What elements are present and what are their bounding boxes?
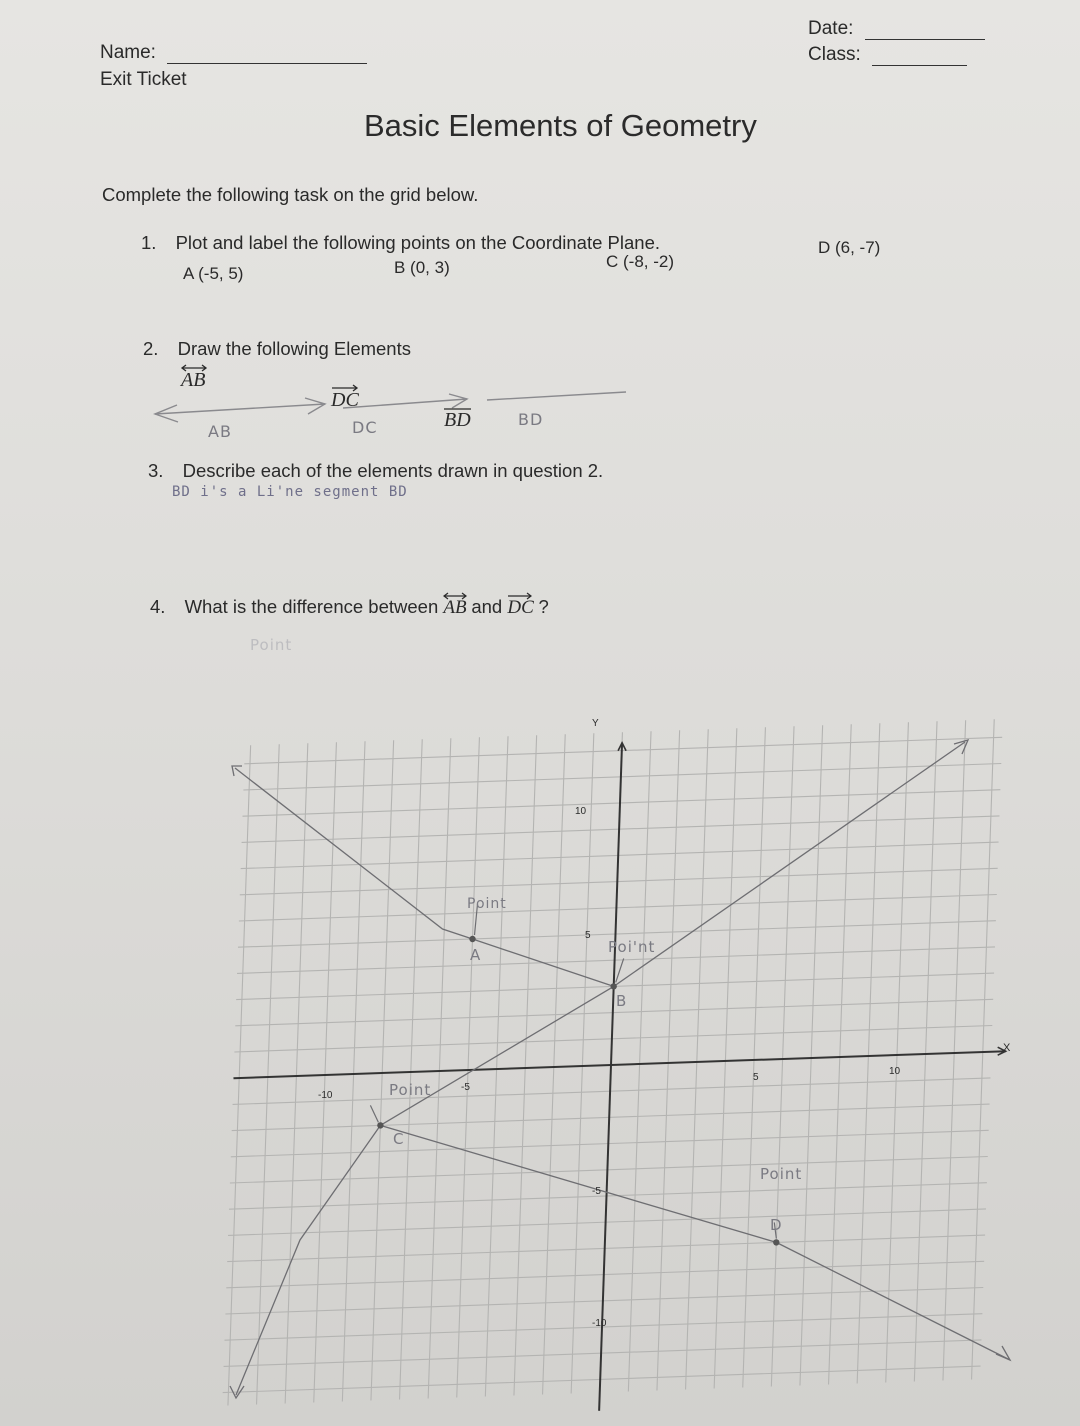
name-label: Name: [100,42,156,63]
question-4-text-before: What is the difference between [184,596,439,617]
y-axis-label: Y [592,718,599,729]
grid-vertical-line [972,719,995,1379]
exit-ticket-label: Exit Ticket [100,69,187,90]
grid-horizontal-line [224,1340,982,1367]
x-tick-5: 5 [753,1072,759,1083]
question-2-text: Draw the following Elements [177,338,411,359]
question-1-number: 1. [141,232,157,253]
line-cb-arrow-icon [954,740,968,754]
question-3-number: 3. [148,460,164,481]
grid-horizontal-line [228,1209,986,1236]
point-c-dot [377,1122,383,1128]
grid-horizontal-line [244,737,1002,764]
grid-vertical-line [342,741,365,1401]
grid-vertical-line [771,726,794,1386]
grid-vertical-line [485,736,508,1396]
question-3-answer: BD i's a Li'ne segment BD [172,484,408,500]
point-b-label: B (0, 3) [394,258,450,277]
grid-vertical-line [714,728,737,1388]
instructions: Complete the following task on the grid below. [102,184,479,205]
grid-horizontal-line [229,1183,987,1210]
grid-letter-d: D [770,1216,783,1234]
point-d-dot [773,1239,779,1245]
grid-vertical-line [543,734,566,1394]
question-3-text: Describe each of the elements drawn in question 2. [182,460,604,481]
grid-horizontal-line [242,816,1000,843]
question-2-number: 2. [143,338,159,359]
y-tick-10: 10 [575,806,587,817]
question-1-text: Plot and label the following points on the Coordinate Plane. [175,232,660,253]
point-b-pointer [616,958,624,982]
question-4-element-1-name: AB [443,597,467,618]
grid-horizontal-line [242,790,1000,817]
grid-horizontal-line [234,1026,992,1053]
grid-vertical-line [285,743,308,1403]
point-a-label: A (-5, 5) [183,264,244,283]
ray-cd-arrow-icon [996,1346,1010,1360]
element-segment-bd-name: BD [444,409,471,431]
element-ray-dc-name: DC [331,389,359,411]
grid-vertical-line [943,720,966,1380]
x-tick-neg5: -5 [461,1082,470,1093]
element-line-ab-name: AB [181,369,206,391]
point-b-dot [611,983,617,989]
handwritten-ab: AB [208,422,232,441]
line-ab-pencil [235,768,614,986]
grid-letter-a: A [470,946,482,964]
ray-cd-pencil [380,1125,1010,1360]
grid-horizontal-line [227,1235,985,1262]
grid-horizontal-line [239,895,997,922]
grid-vertical-line [743,727,766,1387]
y-tick-neg10: -10 [592,1318,607,1329]
y-tick-neg5: -5 [592,1186,601,1197]
point-a-dot [469,936,475,942]
grid-vertical-line [400,739,423,1399]
grid-horizontal-line [226,1261,984,1288]
grid-horizontal-line [243,764,1001,791]
grid-horizontal-line [223,1366,981,1393]
date-label: Date: [808,18,854,39]
handwritten-bd: BD [518,410,544,429]
point-c-pointer [370,1105,378,1122]
grid-vertical-line [457,737,480,1397]
point-c-label: C (-8, -2) [606,252,674,271]
question-4-text-mid: and [471,596,503,617]
grid-vertical-line [371,740,394,1400]
handwritten-dc: DC [352,418,378,437]
question-4-text-after: ? [538,596,549,617]
x-tick-10: 10 [889,1066,901,1077]
grid-horizontal-line [233,1078,991,1105]
grid-vertical-line [886,722,909,1382]
grid-vertical-line [628,731,651,1391]
y-tick-5: 5 [585,930,591,941]
grid-horizontal-line [240,868,998,895]
grid-vertical-line [228,745,251,1405]
y-axis [599,743,622,1411]
grid-vertical-line [571,733,594,1393]
line-ab-arrow-icon [232,766,242,776]
grid-vertical-line [657,730,680,1390]
line-cb-pencil [236,742,965,1395]
grid-vertical-line [686,729,709,1389]
point-d-label: D (6, -7) [818,238,881,257]
x-axis-label: X [1003,1042,1011,1054]
grid-label-point-d: Point [760,1165,803,1183]
question-4-number: 4. [150,596,166,617]
grid-vertical-line [514,735,537,1395]
grid-letter-b: B [616,992,628,1010]
grid-vertical-line [428,738,451,1398]
grid-horizontal-line [231,1130,989,1157]
grid-letter-c: C [393,1130,405,1148]
grid-label-point-c: Point [389,1081,432,1099]
grid-vertical-line [800,725,823,1385]
grid-horizontal-line [241,842,999,869]
grid-horizontal-line [232,1104,990,1131]
grid-label-point-a: Point [467,896,507,912]
grid-label-point-b: Poi'nt [608,938,656,956]
question-4-element-2-name: DC [507,597,534,618]
grid-vertical-line [314,742,337,1402]
grid-horizontal-line [235,999,993,1026]
grid-horizontal-line [225,1288,983,1315]
page-title: Basic Elements of Geometry [364,108,757,143]
grid-vertical-line [257,744,280,1404]
grid-vertical-line [914,721,937,1381]
x-tick-neg10: -10 [318,1090,333,1101]
class-label: Class: [808,44,861,65]
question-4-faint-answer: Point [250,636,293,654]
